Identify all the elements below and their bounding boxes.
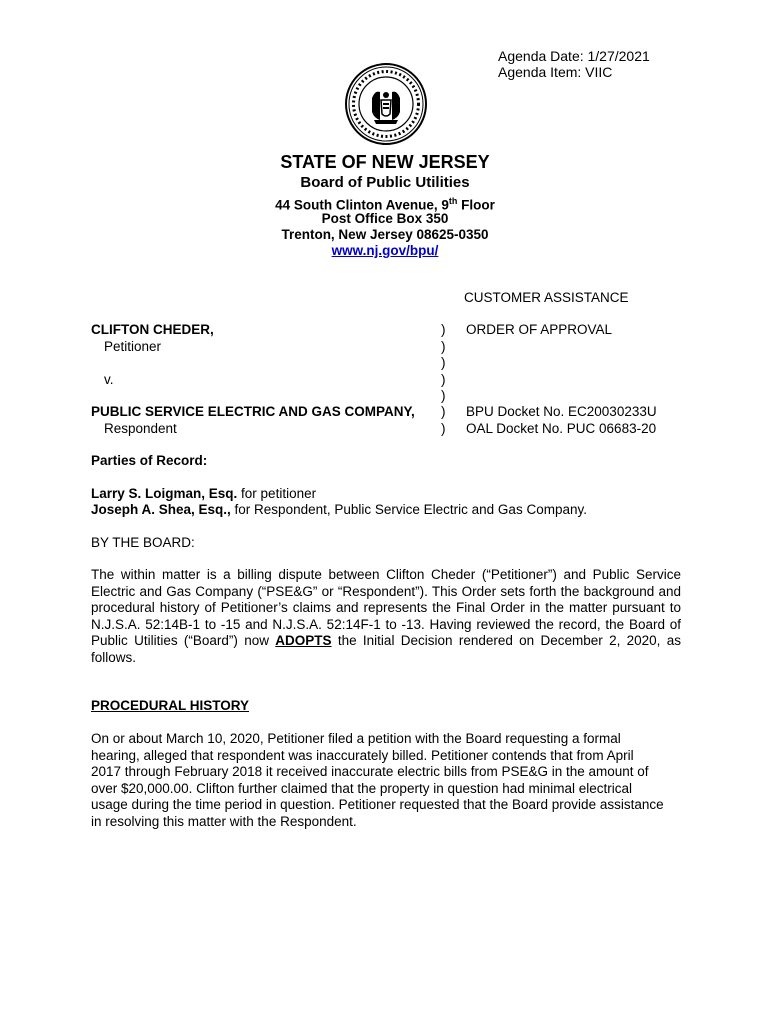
intro-text-end: the Initial Decision rendered on December 2, 2020, as follows. bbox=[91, 633, 681, 665]
caption-paren: ) bbox=[441, 388, 446, 403]
caption-paren: ) bbox=[441, 372, 446, 387]
agenda-date: Agenda Date: 1/27/2021 bbox=[498, 48, 650, 64]
agenda-item: Agenda Item: VIIC bbox=[498, 64, 613, 80]
adopts-keyword: ADOPTS bbox=[275, 633, 332, 648]
caption-paren: ) bbox=[441, 322, 446, 337]
paragraph-line: over $20,000.00. Clifton further claimed that the property in question had minimal electrical bbox=[91, 780, 633, 796]
city-address: Trenton, New Jersey 08625-0350 bbox=[281, 227, 489, 242]
paragraph-line: in resolving this matter with the Respondent. bbox=[91, 813, 357, 829]
state-title: STATE OF NEW JERSEY bbox=[280, 152, 490, 172]
address-street: 44 South Clinton Avenue, 9 bbox=[275, 197, 449, 213]
counsel-name: Larry S. Loigman, Esq. bbox=[91, 486, 238, 501]
party-respondent-counsel bbox=[91, 502, 587, 519]
respondent-name: PUBLIC SERVICE ELECTRIC AND GAS COMPANY, bbox=[91, 404, 415, 419]
board-name: Board of Public Utilities bbox=[300, 174, 470, 191]
parties-heading: Parties of Record: bbox=[91, 453, 208, 468]
address-superscript: th bbox=[448, 196, 458, 206]
petitioner-role: Petitioner bbox=[104, 339, 162, 354]
by-the-board: BY THE BOARD: bbox=[91, 535, 195, 550]
counsel-role: for petitioner bbox=[237, 486, 317, 501]
procedural-history-heading: PROCEDURAL HISTORY bbox=[91, 698, 250, 713]
po-box: Post Office Box 350 bbox=[321, 211, 449, 226]
caption-paren: ) bbox=[441, 339, 446, 354]
paragraph-line: On or about March 10, 2020, Petitioner filed a petition with the Board requesting a formal bbox=[91, 731, 621, 746]
respondent-role: Respondent bbox=[104, 421, 177, 436]
party-petitioner-counsel bbox=[91, 486, 316, 503]
website-link[interactable]: www.nj.gov/bpu/ bbox=[331, 243, 439, 258]
petitioner-name: CLIFTON CHEDER, bbox=[91, 322, 214, 337]
bpu-docket: BPU Docket No. EC20030233U bbox=[466, 404, 657, 419]
paragraph-line: 2017 through February 2018 it received inaccurate electric bills from PSE&G in the amount of bbox=[91, 764, 649, 779]
intro-text: The within matter is a billing dispute between Clifton Cheder (“Petitioner”) and Public Service Electric and Gas Company (“PSE&G” or “Respondent”). This Order sets forth the background and procedural history of Petitioner’s claims and represents the Final Order in the matter pursuant to N.J.S.A. 52:14B-1 to -15 and N.J.S.A. 52:14F-1 to -13. Having reviewed the record, the Board of Public Utilities (“Board”) now bbox=[91, 567, 681, 648]
procedural-history-paragraph bbox=[91, 731, 691, 830]
agenda-header bbox=[498, 48, 650, 80]
case-category: CUSTOMER ASSISTANCE bbox=[464, 290, 629, 305]
intro-paragraph bbox=[91, 567, 681, 666]
caption-paren: ) bbox=[441, 355, 446, 370]
caption-paren: ) bbox=[441, 421, 446, 436]
state-seal-icon bbox=[344, 62, 428, 146]
paragraph-line: usage during the time period in question. Petitioner requested that the Board provide assistance bbox=[91, 797, 664, 812]
caption-paren: ) bbox=[441, 404, 446, 419]
counsel-name: Joseph A. Shea, Esq., bbox=[91, 502, 231, 517]
oal-docket: OAL Docket No. PUC 06683-20 bbox=[466, 421, 657, 436]
counsel-role: for Respondent, Public Service Electric and Gas Company. bbox=[230, 502, 587, 517]
paragraph-line: hearing, alleged that respondent was inaccurately billed. Petitioner contends that from April bbox=[91, 747, 634, 763]
versus: v. bbox=[104, 372, 114, 387]
order-type: ORDER OF APPROVAL bbox=[466, 322, 613, 337]
address-floor: Floor bbox=[457, 197, 495, 213]
